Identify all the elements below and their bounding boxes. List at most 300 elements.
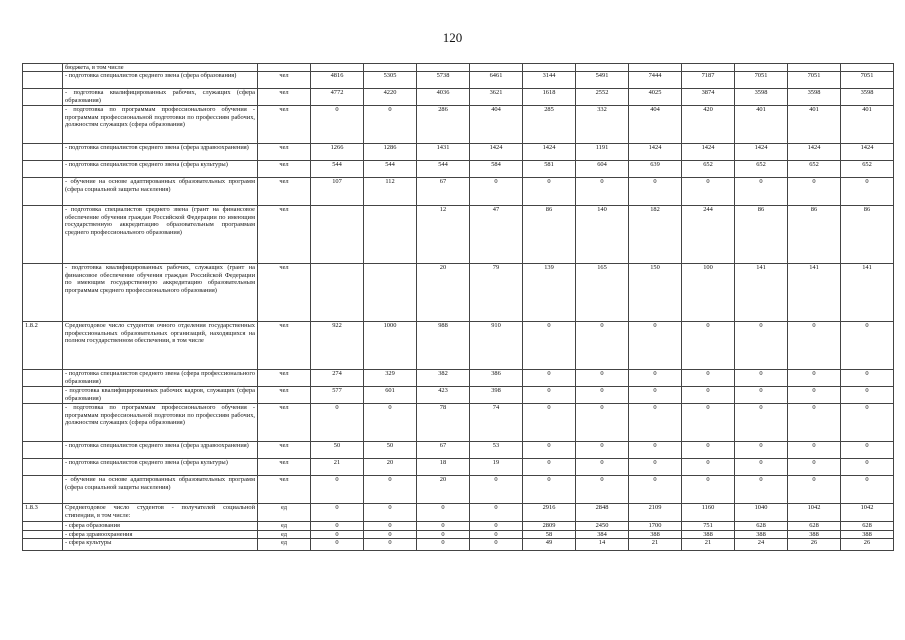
value-cell: 0 bbox=[576, 322, 629, 370]
table-row bbox=[23, 522, 894, 530]
row-number-cell bbox=[23, 459, 63, 476]
value-cell: 0 bbox=[629, 322, 682, 370]
value-cell: 0 bbox=[735, 476, 788, 504]
value-cell: 0 bbox=[788, 387, 841, 404]
value-cell: 139 bbox=[523, 264, 576, 322]
value-cell: 12 bbox=[417, 206, 470, 264]
indicator-name-cell: - подготовка по программам профессионального обучения - программам профессиональной подготовки по профессиям рабочих, должностям служащих (сфера образования) bbox=[63, 106, 258, 144]
row-number-cell bbox=[23, 178, 63, 206]
value-cell bbox=[364, 206, 417, 264]
row-number-cell bbox=[23, 442, 63, 459]
unit-cell: чел bbox=[258, 72, 311, 89]
value-cell: 0 bbox=[788, 178, 841, 206]
table-row bbox=[23, 106, 894, 144]
value-cell: 0 bbox=[311, 504, 364, 522]
value-cell: 0 bbox=[682, 178, 735, 206]
value-cell: 100 bbox=[682, 264, 735, 322]
value-cell: 21 bbox=[311, 459, 364, 476]
value-cell: 0 bbox=[788, 476, 841, 504]
page-number: 120 bbox=[442, 30, 463, 45]
value-cell: 0 bbox=[364, 476, 417, 504]
value-cell: 910 bbox=[470, 322, 523, 370]
value-cell: 112 bbox=[364, 178, 417, 206]
value-cell: 0 bbox=[788, 370, 841, 387]
value-cell: 86 bbox=[735, 206, 788, 264]
value-cell: 1286 bbox=[364, 144, 417, 161]
value-cell bbox=[364, 264, 417, 322]
indicator-name-cell: - подготовка специалистов среднего звена (сфера профессионального образования) bbox=[63, 370, 258, 387]
value-cell: 2848 bbox=[576, 504, 629, 522]
value-cell: 388 bbox=[682, 530, 735, 538]
table-row bbox=[23, 144, 894, 161]
value-cell: 332 bbox=[576, 106, 629, 144]
value-cell: 401 bbox=[788, 106, 841, 144]
row-number-cell bbox=[23, 264, 63, 322]
value-cell: 21 bbox=[629, 539, 682, 551]
value-cell: 20 bbox=[417, 476, 470, 504]
value-cell: 628 bbox=[841, 522, 894, 530]
value-cell: 0 bbox=[523, 178, 576, 206]
value-cell: 53 bbox=[470, 442, 523, 459]
indicator-name-cell: - подготовка специалистов среднего звена (сфера здравоохранения) bbox=[63, 442, 258, 459]
value-cell: 79 bbox=[470, 264, 523, 322]
value-cell: 0 bbox=[841, 404, 894, 442]
table-row bbox=[23, 476, 894, 504]
value-cell: 3598 bbox=[841, 89, 894, 106]
value-cell: 401 bbox=[841, 106, 894, 144]
value-cell: 0 bbox=[576, 404, 629, 442]
value-cell bbox=[841, 64, 894, 72]
value-cell: 652 bbox=[682, 161, 735, 178]
value-cell: 58 bbox=[523, 530, 576, 538]
table-row bbox=[23, 370, 894, 387]
value-cell: 6461 bbox=[470, 72, 523, 89]
value-cell: 0 bbox=[788, 404, 841, 442]
indicator-name-cell: - подготовка специалистов среднего звена (сфера здравоохранения) bbox=[63, 144, 258, 161]
value-cell: 141 bbox=[788, 264, 841, 322]
indicator-name-cell: Среднегодовое число студентов - получателей социальной стипендии, в том числе: bbox=[63, 504, 258, 522]
value-cell: 49 bbox=[523, 539, 576, 551]
value-cell: 4772 bbox=[311, 89, 364, 106]
value-cell bbox=[576, 64, 629, 72]
value-cell: 2450 bbox=[576, 522, 629, 530]
unit-cell: чел bbox=[258, 178, 311, 206]
row-number-cell: 1.8.2 bbox=[23, 322, 63, 370]
row-number-cell bbox=[23, 522, 63, 530]
value-cell: 0 bbox=[364, 106, 417, 144]
value-cell: 1424 bbox=[682, 144, 735, 161]
indicator-name-cell: - сфера здравоохранения bbox=[63, 530, 258, 538]
unit-cell: чел bbox=[258, 476, 311, 504]
unit-cell: чел bbox=[258, 370, 311, 387]
value-cell: 285 bbox=[523, 106, 576, 144]
value-cell bbox=[682, 64, 735, 72]
table-row bbox=[23, 322, 894, 370]
value-cell: 386 bbox=[470, 370, 523, 387]
value-cell: 0 bbox=[841, 178, 894, 206]
value-cell: 0 bbox=[682, 476, 735, 504]
value-cell: 1424 bbox=[629, 144, 682, 161]
value-cell: 639 bbox=[629, 161, 682, 178]
value-cell: 0 bbox=[735, 459, 788, 476]
row-number-cell bbox=[23, 404, 63, 442]
row-number-cell bbox=[23, 206, 63, 264]
value-cell: 150 bbox=[629, 264, 682, 322]
value-cell: 544 bbox=[311, 161, 364, 178]
value-cell: 0 bbox=[364, 522, 417, 530]
value-cell bbox=[629, 64, 682, 72]
value-cell: 388 bbox=[841, 530, 894, 538]
value-cell: 86 bbox=[841, 206, 894, 264]
indicator-name-cell: - обучение на основе адаптированных образовательных программ (сфера социальной защиты населения) bbox=[63, 476, 258, 504]
value-cell: 0 bbox=[311, 530, 364, 538]
value-cell: 0 bbox=[629, 442, 682, 459]
table-row bbox=[23, 264, 894, 322]
value-cell: 7051 bbox=[841, 72, 894, 89]
unit-cell: ед bbox=[258, 522, 311, 530]
indicator-name-cell: - подготовка специалистов среднего звена (сфера образования) bbox=[63, 72, 258, 89]
value-cell: 0 bbox=[788, 322, 841, 370]
value-cell: 0 bbox=[629, 404, 682, 442]
value-cell: 0 bbox=[735, 178, 788, 206]
value-cell: 1431 bbox=[417, 144, 470, 161]
value-cell: 0 bbox=[682, 370, 735, 387]
unit-cell: чел bbox=[258, 459, 311, 476]
value-cell: 0 bbox=[735, 387, 788, 404]
value-cell: 0 bbox=[576, 178, 629, 206]
value-cell: 50 bbox=[364, 442, 417, 459]
value-cell: 0 bbox=[841, 459, 894, 476]
value-cell: 420 bbox=[682, 106, 735, 144]
row-number-cell bbox=[23, 89, 63, 106]
value-cell: 0 bbox=[682, 442, 735, 459]
value-cell: 18 bbox=[417, 459, 470, 476]
value-cell: 0 bbox=[841, 387, 894, 404]
unit-cell: чел bbox=[258, 106, 311, 144]
value-cell: 1618 bbox=[523, 89, 576, 106]
indicator-name-cell: - подготовка квалифицированных рабочих, служащих (грант на финансовое обеспечение обучения граждан Российской Федерации по имеющим государственную аккредитацию образовательным программам среднего профессионального образования) bbox=[63, 264, 258, 322]
value-cell: 0 bbox=[788, 459, 841, 476]
value-cell: 329 bbox=[364, 370, 417, 387]
value-cell bbox=[788, 64, 841, 72]
value-cell: 1040 bbox=[735, 504, 788, 522]
indicator-name-cell: - сфера культуры bbox=[63, 539, 258, 551]
indicator-name-cell: - подготовка специалистов среднего звена (грант на финансовое обеспечение обучения граждан Российской Федерации по имеющим государственную аккредитацию образовательным программам среднего профессионального образования) bbox=[63, 206, 258, 264]
value-cell: 0 bbox=[682, 387, 735, 404]
value-cell: 0 bbox=[629, 476, 682, 504]
value-cell: 401 bbox=[735, 106, 788, 144]
value-cell: 604 bbox=[576, 161, 629, 178]
value-cell: 1191 bbox=[576, 144, 629, 161]
value-cell: 274 bbox=[311, 370, 364, 387]
value-cell: 1042 bbox=[841, 504, 894, 522]
value-cell: 0 bbox=[311, 539, 364, 551]
value-cell: 21 bbox=[682, 539, 735, 551]
value-cell: 1160 bbox=[682, 504, 735, 522]
value-cell: 0 bbox=[682, 459, 735, 476]
value-cell: 3598 bbox=[788, 89, 841, 106]
value-cell: 24 bbox=[735, 539, 788, 551]
value-cell: 0 bbox=[470, 530, 523, 538]
value-cell: 0 bbox=[364, 539, 417, 551]
unit-cell: чел bbox=[258, 89, 311, 106]
value-cell: 0 bbox=[523, 459, 576, 476]
row-number-cell bbox=[23, 476, 63, 504]
value-cell: 0 bbox=[576, 476, 629, 504]
value-cell: 0 bbox=[523, 322, 576, 370]
value-cell: 2109 bbox=[629, 504, 682, 522]
value-cell: 0 bbox=[682, 404, 735, 442]
unit-cell: чел bbox=[258, 144, 311, 161]
value-cell: 286 bbox=[417, 106, 470, 144]
value-cell: 0 bbox=[417, 539, 470, 551]
row-number-cell bbox=[23, 64, 63, 72]
value-cell: 1424 bbox=[841, 144, 894, 161]
value-cell: 0 bbox=[788, 442, 841, 459]
value-cell: 3874 bbox=[682, 89, 735, 106]
unit-cell: ед bbox=[258, 530, 311, 538]
indicator-table bbox=[22, 63, 894, 551]
table-row bbox=[23, 404, 894, 442]
value-cell: 581 bbox=[523, 161, 576, 178]
value-cell: 182 bbox=[629, 206, 682, 264]
value-cell: 0 bbox=[523, 404, 576, 442]
value-cell: 0 bbox=[470, 178, 523, 206]
unit-cell: чел bbox=[258, 322, 311, 370]
indicator-name-cell: - подготовка квалифицированных рабочих, служащих (сфера образования) bbox=[63, 89, 258, 106]
value-cell: 0 bbox=[576, 442, 629, 459]
value-cell: 988 bbox=[417, 322, 470, 370]
value-cell: 544 bbox=[417, 161, 470, 178]
table-row bbox=[23, 161, 894, 178]
unit-cell: ед bbox=[258, 539, 311, 551]
unit-cell: чел bbox=[258, 264, 311, 322]
value-cell: 1424 bbox=[470, 144, 523, 161]
value-cell: 1424 bbox=[735, 144, 788, 161]
indicator-name-cell: - подготовка специалистов среднего звена (сфера культуры) bbox=[63, 459, 258, 476]
table-row bbox=[23, 539, 894, 551]
value-cell: 1000 bbox=[364, 322, 417, 370]
value-cell: 382 bbox=[417, 370, 470, 387]
row-number-cell bbox=[23, 72, 63, 89]
value-cell: 0 bbox=[576, 459, 629, 476]
indicator-name-cell: - обучение на основе адаптированных образовательных программ (сфера социальной защиты населения) bbox=[63, 178, 258, 206]
table-row bbox=[23, 387, 894, 404]
value-cell: 0 bbox=[470, 476, 523, 504]
value-cell: 423 bbox=[417, 387, 470, 404]
value-cell: 0 bbox=[735, 322, 788, 370]
value-cell: 1266 bbox=[311, 144, 364, 161]
value-cell: 0 bbox=[629, 370, 682, 387]
value-cell: 2916 bbox=[523, 504, 576, 522]
value-cell: 14 bbox=[576, 539, 629, 551]
unit-cell: чел bbox=[258, 404, 311, 442]
value-cell: 404 bbox=[629, 106, 682, 144]
value-cell: 544 bbox=[364, 161, 417, 178]
unit-cell: чел bbox=[258, 442, 311, 459]
value-cell: 404 bbox=[470, 106, 523, 144]
value-cell: 0 bbox=[417, 522, 470, 530]
value-cell: 388 bbox=[735, 530, 788, 538]
value-cell: 4025 bbox=[629, 89, 682, 106]
row-number-cell bbox=[23, 161, 63, 178]
value-cell: 4220 bbox=[364, 89, 417, 106]
row-number-cell bbox=[23, 106, 63, 144]
table-row bbox=[23, 89, 894, 106]
table-row bbox=[23, 64, 894, 72]
value-cell: 0 bbox=[735, 370, 788, 387]
value-cell bbox=[311, 206, 364, 264]
indicator-name-cell: - подготовка квалифицированных рабочих кадров, служащих (сфера образования) bbox=[63, 387, 258, 404]
table-row bbox=[23, 530, 894, 538]
value-cell: 1424 bbox=[523, 144, 576, 161]
unit-cell: ед bbox=[258, 504, 311, 522]
value-cell: 5491 bbox=[576, 72, 629, 89]
value-cell: 86 bbox=[788, 206, 841, 264]
table-row bbox=[23, 178, 894, 206]
value-cell: 3144 bbox=[523, 72, 576, 89]
value-cell: 7444 bbox=[629, 72, 682, 89]
indicator-name-cell: - сфера образования bbox=[63, 522, 258, 530]
value-cell: 0 bbox=[523, 370, 576, 387]
value-cell: 1424 bbox=[788, 144, 841, 161]
value-cell: 0 bbox=[417, 504, 470, 522]
value-cell bbox=[311, 264, 364, 322]
value-cell: 0 bbox=[311, 522, 364, 530]
value-cell: 0 bbox=[841, 370, 894, 387]
value-cell: 5738 bbox=[417, 72, 470, 89]
value-cell: 78 bbox=[417, 404, 470, 442]
value-cell: 0 bbox=[841, 322, 894, 370]
value-cell: 2552 bbox=[576, 89, 629, 106]
value-cell: 0 bbox=[576, 387, 629, 404]
value-cell: 141 bbox=[841, 264, 894, 322]
value-cell: 141 bbox=[735, 264, 788, 322]
value-cell: 388 bbox=[788, 530, 841, 538]
value-cell: 0 bbox=[364, 504, 417, 522]
value-cell: 0 bbox=[735, 442, 788, 459]
value-cell: 0 bbox=[470, 522, 523, 530]
value-cell: 4816 bbox=[311, 72, 364, 89]
unit-cell: чел bbox=[258, 387, 311, 404]
value-cell: 751 bbox=[682, 522, 735, 530]
value-cell: 384 bbox=[576, 530, 629, 538]
value-cell: 652 bbox=[788, 161, 841, 178]
value-cell: 7051 bbox=[788, 72, 841, 89]
row-number-cell: 1.8.3 bbox=[23, 504, 63, 522]
value-cell: 388 bbox=[629, 530, 682, 538]
value-cell: 19 bbox=[470, 459, 523, 476]
row-number-cell bbox=[23, 539, 63, 551]
value-cell: 0 bbox=[682, 322, 735, 370]
value-cell: 67 bbox=[417, 442, 470, 459]
value-cell: 4036 bbox=[417, 89, 470, 106]
indicator-name-cell: - подготовка по программам профессионального обучения - программам профессиональной подготовки по профессиям рабочих, должностям служащих (сфера образования) bbox=[63, 404, 258, 442]
value-cell: 244 bbox=[682, 206, 735, 264]
value-cell: 0 bbox=[311, 106, 364, 144]
value-cell: 0 bbox=[417, 530, 470, 538]
value-cell: 165 bbox=[576, 264, 629, 322]
value-cell: 0 bbox=[470, 504, 523, 522]
value-cell: 0 bbox=[523, 387, 576, 404]
value-cell: 0 bbox=[629, 459, 682, 476]
value-cell: 0 bbox=[629, 387, 682, 404]
value-cell: 0 bbox=[311, 476, 364, 504]
value-cell: 7051 bbox=[735, 72, 788, 89]
value-cell: 584 bbox=[470, 161, 523, 178]
value-cell: 0 bbox=[523, 442, 576, 459]
value-cell bbox=[364, 64, 417, 72]
value-cell bbox=[470, 64, 523, 72]
value-cell: 0 bbox=[523, 476, 576, 504]
row-number-cell bbox=[23, 387, 63, 404]
table-row bbox=[23, 504, 894, 522]
value-cell: 3621 bbox=[470, 89, 523, 106]
value-cell: 0 bbox=[841, 476, 894, 504]
value-cell: 628 bbox=[735, 522, 788, 530]
value-cell: 628 bbox=[788, 522, 841, 530]
value-cell: 652 bbox=[735, 161, 788, 178]
value-cell: 26 bbox=[788, 539, 841, 551]
table-row bbox=[23, 442, 894, 459]
value-cell: 0 bbox=[364, 404, 417, 442]
value-cell: 0 bbox=[311, 404, 364, 442]
indicator-name-cell: бюджета, в том числе bbox=[63, 64, 258, 72]
row-number-cell bbox=[23, 530, 63, 538]
value-cell: 0 bbox=[629, 178, 682, 206]
value-cell: 652 bbox=[841, 161, 894, 178]
row-number-cell bbox=[23, 144, 63, 161]
value-cell: 140 bbox=[576, 206, 629, 264]
value-cell: 0 bbox=[364, 530, 417, 538]
value-cell: 601 bbox=[364, 387, 417, 404]
value-cell bbox=[735, 64, 788, 72]
table-row bbox=[23, 206, 894, 264]
value-cell: 5305 bbox=[364, 72, 417, 89]
value-cell: 0 bbox=[576, 370, 629, 387]
unit-cell bbox=[258, 64, 311, 72]
value-cell: 398 bbox=[470, 387, 523, 404]
value-cell: 1700 bbox=[629, 522, 682, 530]
value-cell: 1042 bbox=[788, 504, 841, 522]
value-cell bbox=[523, 64, 576, 72]
unit-cell: чел bbox=[258, 161, 311, 178]
value-cell: 20 bbox=[364, 459, 417, 476]
value-cell: 7187 bbox=[682, 72, 735, 89]
value-cell: 3598 bbox=[735, 89, 788, 106]
value-cell: 0 bbox=[470, 539, 523, 551]
value-cell bbox=[311, 64, 364, 72]
value-cell: 20 bbox=[417, 264, 470, 322]
unit-cell: чел bbox=[258, 206, 311, 264]
value-cell: 577 bbox=[311, 387, 364, 404]
indicator-name-cell: - подготовка специалистов среднего звена (сфера культуры) bbox=[63, 161, 258, 178]
table-row bbox=[23, 72, 894, 89]
value-cell bbox=[417, 64, 470, 72]
value-cell: 74 bbox=[470, 404, 523, 442]
value-cell: 47 bbox=[470, 206, 523, 264]
value-cell: 50 bbox=[311, 442, 364, 459]
value-cell: 26 bbox=[841, 539, 894, 551]
indicator-name-cell: Среднегодовое число студентов очного отделения государственных профессиональных образовательных организаций, находящихся на полном государственном обеспечении, в том числе bbox=[63, 322, 258, 370]
value-cell: 2809 bbox=[523, 522, 576, 530]
value-cell: 67 bbox=[417, 178, 470, 206]
value-cell: 86 bbox=[523, 206, 576, 264]
value-cell: 922 bbox=[311, 322, 364, 370]
row-number-cell bbox=[23, 370, 63, 387]
value-cell: 0 bbox=[841, 442, 894, 459]
value-cell: 107 bbox=[311, 178, 364, 206]
